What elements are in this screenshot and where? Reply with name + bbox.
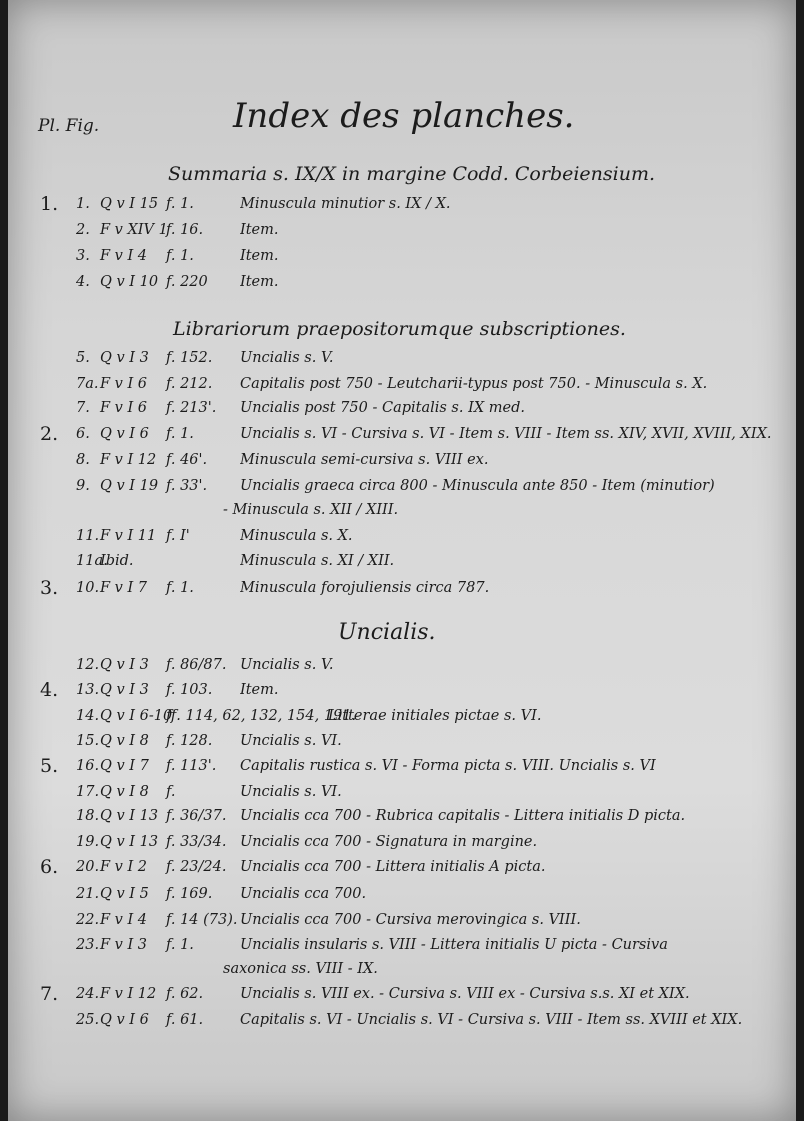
figure-number: 7. (76, 400, 90, 416)
figure-number: 14. (76, 708, 100, 724)
shelf-mark: Q v I 7 (100, 758, 149, 774)
folio-reference: f. 1. (166, 196, 194, 212)
figure-number: 12. (76, 657, 100, 673)
figure-number: 10. (76, 580, 100, 596)
figure-number: 18. (76, 808, 100, 824)
entry-description: Uncialis post 750 - Capitalis s. IX med. (240, 400, 525, 416)
figure-number: 7a. (76, 376, 99, 392)
figure-number: 23. (76, 937, 100, 953)
entry-description: Uncialis cca 700. (240, 886, 367, 902)
entry-description: Uncialis s. VIII ex. - Cursiva s. VIII ex - Cursiva s.s. XI et XIX. (240, 986, 690, 1002)
shelf-mark: F v I 11 (100, 528, 157, 544)
entry-description: Uncialis s. V. (240, 350, 334, 366)
folio-reference: f. 14 (73). (166, 912, 238, 928)
folio-reference: f. 113'. (166, 758, 217, 774)
figure-number: 20. (76, 859, 100, 875)
shelf-mark: Q v I 6 (100, 1012, 149, 1028)
figure-number: 24. (76, 986, 100, 1002)
shelf-mark: Q v I 13 (100, 834, 159, 850)
folio-reference: f. 152. (166, 350, 213, 366)
shelf-mark: Q v I 6 (100, 426, 149, 442)
entry-description: Uncialis cca 700 - Signatura in margine. (240, 834, 538, 850)
section-title-summaria: Summaria s. IX/X in margine Codd. Corbeiensium. (168, 163, 656, 185)
folio-reference: f. 103. (166, 682, 213, 698)
figure-number: 25. (76, 1012, 100, 1028)
figure-number: 21. (76, 886, 100, 902)
folio-reference: f. I' (166, 528, 190, 544)
shelf-mark: Q v I 3 (100, 682, 149, 698)
shelf-mark: Q v I 8 (100, 784, 149, 800)
entry-description-continued: - Minuscula s. XII / XIII. (223, 502, 399, 518)
folio-reference: ff. 114, 62, 132, 154, 191. (166, 708, 357, 724)
entry-description: Item. (240, 274, 279, 290)
shelf-mark: Q v I 13 (100, 808, 159, 824)
entry-description: Uncialis insularis s. VIII - Littera initialis U picta - Cursiva (240, 937, 668, 953)
shelf-mark: F v I 4 (100, 912, 148, 928)
entry-description: Uncialis cca 700 - Cursiva merovingica s. VIII. (240, 912, 581, 928)
folio-reference: f. 128. (166, 733, 213, 749)
figure-number: 3. (76, 248, 90, 264)
folio-reference: f. 16. (166, 222, 204, 238)
plate-number: 2. (40, 423, 59, 445)
shelf-mark: Q v I 6-10 (100, 708, 173, 724)
plate-number: 1. (40, 193, 59, 215)
shelf-mark: F v XIV 1 (100, 222, 168, 238)
shelf-mark: Q v I 3 (100, 657, 149, 673)
shelf-mark: F v I 6 (100, 376, 148, 392)
entry-description: Minuscula forojuliensis circa 787. (240, 580, 490, 596)
figure-number: 15. (76, 733, 100, 749)
folio-reference: f. (166, 784, 176, 800)
entry-description: Capitalis post 750 - Leutcharii-typus post 750. - Minuscula s. X. (240, 376, 708, 392)
figure-number: 4. (76, 274, 90, 290)
entry-description: Uncialis graeca circa 800 - Minuscula ante 850 - Item (minutior) (240, 478, 715, 494)
entry-description: Uncialis s. VI. (240, 733, 342, 749)
folio-reference: f. 220 (166, 274, 208, 290)
section-title-subscriptiones: Librariorum praepositorumque subscriptiones. (173, 318, 626, 340)
entry-description: Uncialis s. VI. (240, 784, 342, 800)
figure-number: 16. (76, 758, 100, 774)
entry-description: Minuscula minutior s. IX / X. (240, 196, 451, 212)
figure-number: 11a. (76, 553, 108, 569)
shelf-mark: Q v I 10 (100, 274, 159, 290)
figure-number: 17. (76, 784, 100, 800)
shelf-mark: Q v I 19 (100, 478, 159, 494)
figure-number: 1. (76, 196, 90, 212)
plate-number: 6. (40, 856, 59, 878)
shelf-mark: Q v I 8 (100, 733, 149, 749)
figure-number: 13. (76, 682, 100, 698)
shelf-mark: Ibid. (100, 553, 134, 569)
folio-reference: f. 1. (166, 580, 194, 596)
plate-number: 3. (40, 577, 59, 599)
entry-description: Litterae initiales pictae s. VI. (328, 708, 542, 724)
folio-reference: f. 212. (166, 376, 213, 392)
entry-description: Minuscula semi-cursiva s. VIII ex. (240, 452, 489, 468)
entry-description: Capitalis rustica s. VI - Forma picta s. VIII. Uncialis s. VI (240, 758, 656, 774)
shelf-mark: F v I 12 (100, 986, 157, 1002)
entry-description: Uncialis s. VI - Cursiva s. VI - Item s. VIII - Item ss. XIV, XVII, XVIII, XIX. (240, 426, 772, 442)
folio-reference: f. 23/24. (166, 859, 227, 875)
figure-number: 5. (76, 350, 90, 366)
folio-reference: f. 169. (166, 886, 213, 902)
entry-description: Item. (240, 222, 279, 238)
figure-number: 2. (76, 222, 90, 238)
shelf-mark: F v I 7 (100, 580, 148, 596)
figure-number: 9. (76, 478, 90, 494)
entry-description: Item. (240, 682, 279, 698)
shelf-mark: F v I 4 (100, 248, 148, 264)
folio-reference: f. 33'. (166, 478, 208, 494)
entry-description: Capitalis s. VI - Uncialis s. VI - Cursiva s. VIII - Item ss. XVIII et XIX. (240, 1012, 743, 1028)
entry-description: Uncialis cca 700 - Rubrica capitalis - Littera initialis D picta. (240, 808, 686, 824)
folio-reference: f. 1. (166, 248, 194, 264)
entry-description: Uncialis cca 700 - Littera initialis A picta. (240, 859, 546, 875)
shelf-mark: F v I 3 (100, 937, 148, 953)
column-header-pl-fig: Pl. Fig. (38, 116, 100, 136)
entry-description: Minuscula s. XI / XII. (240, 553, 395, 569)
shelf-mark: F v I 2 (100, 859, 148, 875)
folio-reference: f. 61. (166, 1012, 204, 1028)
manuscript-page (8, 0, 796, 1121)
shelf-mark: F v I 6 (100, 400, 148, 416)
folio-reference: f. 86/87. (166, 657, 227, 673)
figure-number: 22. (76, 912, 100, 928)
shelf-mark: Q v I 15 (100, 196, 159, 212)
folio-reference: f. 46'. (166, 452, 208, 468)
figure-number: 8. (76, 452, 90, 468)
shelf-mark: F v I 12 (100, 452, 157, 468)
entry-description: Item. (240, 248, 279, 264)
folio-reference: f. 33/34. (166, 834, 227, 850)
section-title-uncialis: Uncialis. (338, 620, 436, 645)
figure-number: 19. (76, 834, 100, 850)
figure-number: 6. (76, 426, 90, 442)
folio-reference: f. 36/37. (166, 808, 227, 824)
plate-number: 7. (40, 983, 59, 1005)
entry-description: Uncialis s. V. (240, 657, 334, 673)
page-title: Index des planches. (233, 96, 575, 136)
folio-reference: f. 1. (166, 426, 194, 442)
entry-description: Minuscula s. X. (240, 528, 353, 544)
folio-reference: f. 62. (166, 986, 204, 1002)
figure-number: 11. (76, 528, 100, 544)
entry-description-continued: saxonica ss. VIII - IX. (223, 961, 378, 977)
shelf-mark: Q v I 3 (100, 350, 149, 366)
folio-reference: f. 1. (166, 937, 194, 953)
plate-number: 4. (40, 679, 59, 701)
folio-reference: f. 213'. (166, 400, 217, 416)
shelf-mark: Q v I 5 (100, 886, 149, 902)
plate-number: 5. (40, 755, 59, 777)
